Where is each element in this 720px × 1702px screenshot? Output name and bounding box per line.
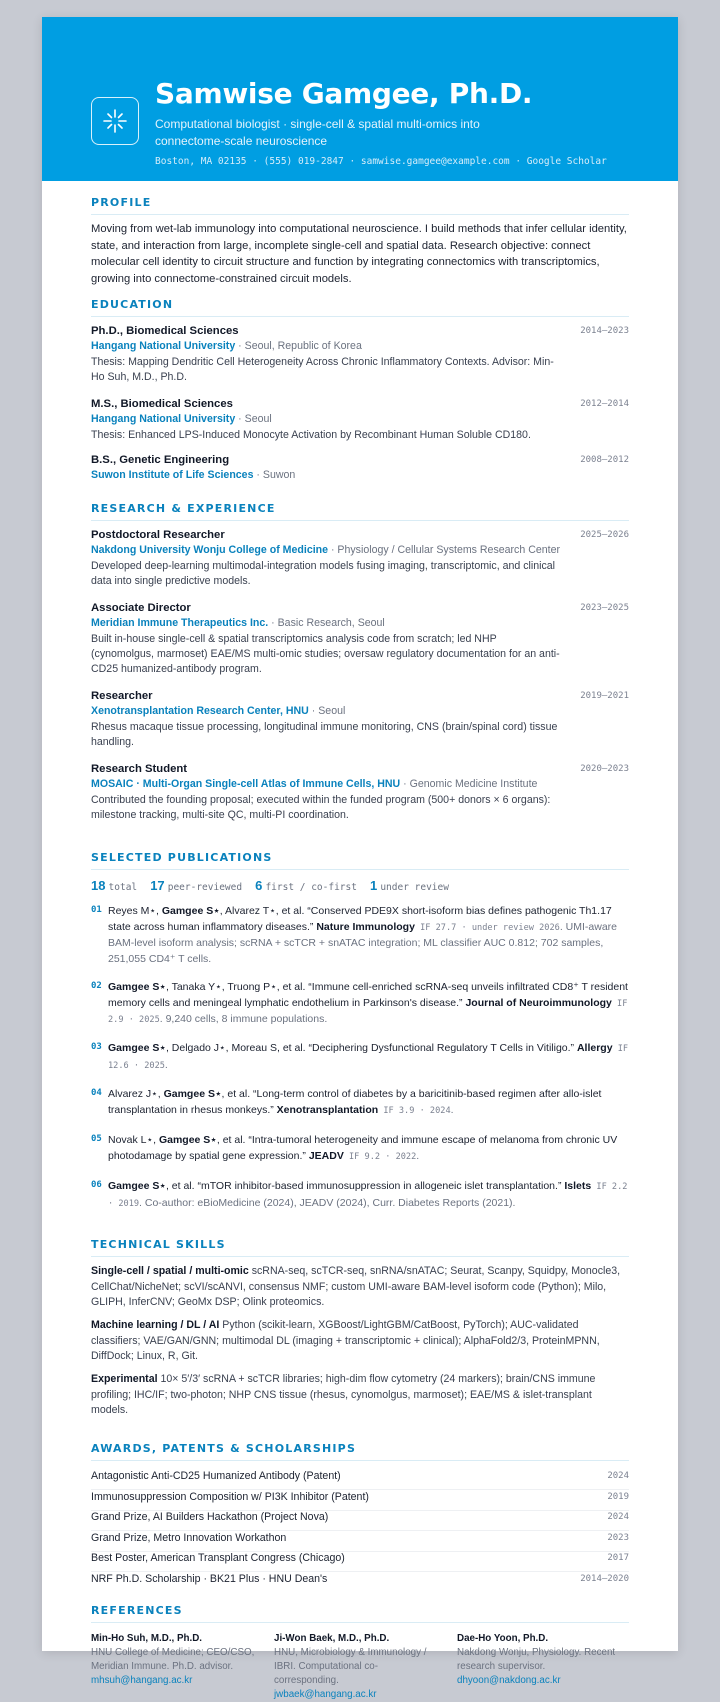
location: · Physiology / Cellular Systems Research Center (328, 544, 560, 556)
section-title-publications: SELECTED PUBLICATIONS (91, 851, 629, 870)
self-author: Gamgee S⋆ (158, 1134, 217, 1146)
impact-factor: IF 3.9 · 2024 (378, 1105, 451, 1116)
stat-number: 18 (91, 878, 106, 893)
publication-number: 06 (91, 1180, 102, 1190)
award-name: Best Poster, American Transplant Congress (Chicago) (91, 1552, 345, 1564)
skill-label: Experimental (91, 1373, 158, 1385)
role-title: Associate Director (91, 602, 191, 614)
skill-text: Python (scikit-learn, XGBoost/LightGBM/CatBoost, PyTorch); AUC-validated classifiers; VAE/GAN/GNN; multimodal DL (imaging + transcriptomic + clinical); AlphaFold2/3, ProteinMPNN, DiffDock; Linux, R, Git. (91, 1319, 600, 1362)
location: · Seoul, Republic of Korea (235, 340, 362, 352)
section-title-awards: AWARDS, PATENTS & SCHOLARSHIPS (91, 1442, 629, 1461)
item-description: Contributed the founding proposal; executed within the funded program (500+ donors × 6 organs): milestone tracking, multi-site QC, multi-PI coordination. (91, 794, 551, 821)
award-year: 2019 (607, 1492, 629, 1502)
location: · Seoul (235, 413, 272, 425)
publication-note: . 9,240 cells, 8 immune populations. (159, 1013, 328, 1025)
authors-and-title: , Alvarez T⋆, et al. “Conserved PDE9X short-isoform bias defines pathogenic Th1.17 state across human inflammatory diseases.” (108, 905, 612, 933)
impact-factor: IF 2.9 · 2025 (108, 998, 628, 1025)
date-range: 2014–2023 (580, 326, 629, 336)
impact-factor: IF 9.2 · 2022 (343, 1151, 417, 1162)
reference-name: Ji-Won Baek, M.D., Ph.D. (274, 1633, 390, 1644)
authors-before: Novak L⋆, (108, 1134, 159, 1146)
award-name: Antagonistic Anti-CD25 Humanized Antibody (Patent) (91, 1470, 341, 1482)
experience-item (91, 529, 629, 589)
organization: Nakdong University Wonju College of Medicine (91, 544, 329, 556)
journal-name: Islets (564, 1180, 592, 1192)
institution: Suwon Institute of Life Sciences (91, 469, 254, 481)
organization: MOSAIC · Multi-Organ Single-cell Atlas of Immune Cells, HNU (91, 778, 401, 790)
publication-note: . Co-author: eBioMedicine (2024), JEADV (2024), Curr. Diabetes Reports (2021). (139, 1196, 516, 1209)
publication-item (91, 1087, 629, 1119)
authors-and-title: , et al. “Long-term control of diabetes by a baricitinib-based regimen after allo-islet transplantation in rhesus monkeys.” (108, 1088, 602, 1116)
experience-item (91, 690, 629, 750)
item-description: Rhesus macaque tissue processing, longitudinal immune monitoring, CNS (brain/spinal cord) tissue handling. (91, 721, 558, 748)
award-name: Immunosuppression Composition w/ PI3K Inhibitor (Patent) (91, 1491, 369, 1503)
experience-item (91, 602, 629, 677)
impact-factor: IF 12.6 · 2025 (108, 1044, 629, 1071)
reference-email-link[interactable]: jwbaek@hangang.ac.kr (274, 1689, 377, 1700)
self-author: Gamgee S⋆ (108, 1180, 166, 1192)
skill-label: Single-cell / spatial / multi-omic (91, 1265, 249, 1277)
item-description: Built in-house single-cell & spatial transcriptomics analysis code from scratch; led NHP (cynomolgus, marmoset) EAE/MS multi-omic studies; oversaw regulatory documentation for an anti-CD25 humanized-antibody program. (91, 633, 560, 675)
organization: Meridian Immune Therapeutics Inc. (91, 617, 269, 629)
publication-item (91, 980, 629, 1029)
self-author: Gamgee S⋆ (163, 1088, 222, 1100)
item-description: Developed deep-learning multimodal-integration models fusing imaging, transcriptomic, and clinical data into single predictive models. (91, 560, 556, 587)
location: · Genomic Medicine Institute (400, 778, 538, 790)
journal-name: JEADV (308, 1149, 344, 1162)
publication-number: 02 (91, 981, 102, 991)
candidate-name: Samwise Gamgee, Ph.D. (155, 77, 533, 110)
degree-title: Ph.D., Biomedical Sciences (91, 325, 239, 337)
authors-and-title: , Delgado J⋆, Moreau S, et al. “Deciphering Dysfunctional Regulatory T Cells in Vitiligo.” (165, 1042, 577, 1054)
reference-name: Dae-Ho Yoon, Ph.D. (457, 1633, 549, 1644)
award-year: 2023 (607, 1533, 629, 1543)
award-year: 2014–2020 (580, 1574, 629, 1584)
degree-title: M.S., Biomedical Sciences (91, 398, 233, 410)
award-row (91, 1532, 629, 1552)
skill-group (91, 1372, 629, 1419)
skill-text: 10× 5′/3′ scRNA + scTCR libraries; high-dim flow cytometry (24 markers); brain/CNS immune profiling; IHC/IF; two-photon; NHP CNS tissue (rhesus, cynomolgus, marmoset); EAE/MS & islet-transplant models. (91, 1373, 596, 1416)
publication-number: 03 (91, 1042, 102, 1052)
education-item (91, 454, 629, 481)
resume-page (42, 17, 678, 1700)
section-title-references: REFERENCES (91, 1604, 629, 1623)
stat-number: 17 (150, 878, 165, 893)
journal-name: Journal of Neuroimmunology (465, 996, 612, 1009)
contact-line: Boston, MA 02135 · (555) 019-2847 · samwise.gamgee@example.com · Google Scholar (155, 156, 607, 167)
stat-label: first / co-first (265, 882, 357, 893)
journal-name: Nature Immunology (316, 920, 415, 933)
self-author: Gamgee S⋆ (108, 1042, 166, 1054)
skill-text: scRNA-seq, scTCR-seq, snRNA/snATAC; Seurat, Scanpy, Squidpy, Monocle3, CellChat/NicheNet; scVI/scANVI, consensus NMF; custom UMI-aware BAM-level isoform code (Python); Milo, GLIPH, InferCNV; GeoMx DSP; Olink proteomics. (91, 1265, 621, 1308)
publication-note: . UMI-aware BAM-level isoform analysis; scRNA + scTCR + snATAC integration; ML classifier AUC 0.812; 702 samples, 251,055 CD4⁺ T cells. (108, 920, 617, 965)
experience-item (91, 763, 629, 823)
reference-description: Nakdong Wonju, Physiology. Recent research supervisor. (457, 1647, 616, 1672)
item-description: Thesis: Mapping Dendritic Cell Heterogeneity Across Chronic Inflammatory Contexts. Advisor: Min-Ho Suh, M.D., Ph.D. (91, 356, 554, 383)
reference-name: Min-Ho Suh, M.D., Ph.D. (91, 1633, 203, 1644)
authors-and-title: , et al. “mTOR inhibitor-based immunosuppression in allogeneic islet transplantation.” (165, 1180, 565, 1192)
authors-and-title: , Tanaka Y⋆, Truong P⋆, et al. “Immune cell-enriched scRNA-seq unveils infiltrated CD8⁺ T resident memory cells and meningeal lymphatic endothelium in Parkinson's disease.” (108, 981, 628, 1009)
stat-number: 1 (370, 878, 378, 893)
date-range: 2023–2025 (580, 603, 629, 613)
self-author: Gamgee S⋆ (161, 905, 220, 917)
date-range: 2008–2012 (580, 455, 629, 465)
reference-description: HNU College of Medicine; CEO/CSO, Meridian Immune. Ph.D. advisor. (91, 1647, 255, 1672)
location: · Seoul (308, 705, 346, 717)
publication-item (91, 1133, 629, 1165)
section-title-experience: RESEARCH & EXPERIENCE (91, 502, 629, 521)
award-name: NRF Ph.D. Scholarship · BK21 Plus · HNU Dean's (91, 1573, 328, 1585)
award-year: 2024 (607, 1471, 629, 1481)
publication-number: 01 (91, 905, 102, 915)
stat-label: total (108, 882, 138, 893)
publication-note: . (416, 1149, 420, 1162)
stat-number: 6 (255, 878, 263, 893)
reference-card (91, 1632, 256, 1688)
stat-label: under review (380, 882, 449, 893)
publication-note: . (164, 1058, 168, 1071)
publication-item (91, 1179, 629, 1212)
education-item (91, 398, 629, 443)
award-row (91, 1573, 629, 1592)
stat-label: peer-reviewed (167, 882, 243, 893)
publication-number: 05 (91, 1134, 102, 1144)
award-name: Grand Prize, Metro Innovation Workathon (91, 1532, 287, 1544)
skill-group (91, 1318, 629, 1365)
candidate-tagline: Computational biologist · single-cell & spatial multi-omics into connectome-scale neuroscience (155, 117, 480, 148)
journal-name: Allergy (576, 1042, 613, 1054)
profile-text: Moving from wet-lab immunology into computational neuroscience. I build methods that infer cellular identity, state, and interaction from large, incomplete single-cell and spatial data. Research objective: connect molecular cell identity to circuit structure and function by integrating connectomics with transcriptomics, growing into connectome-constrained circuit models. (91, 223, 627, 285)
authors-before: Alvarez J⋆, (108, 1088, 164, 1100)
skill-group (91, 1264, 629, 1311)
role-title: Postdoctoral Researcher (91, 529, 225, 541)
reference-card (457, 1632, 622, 1688)
education-item (91, 325, 629, 385)
award-row (91, 1552, 629, 1572)
publication-stats (91, 878, 459, 893)
journal-name: Xenotransplantation (276, 1103, 379, 1116)
date-range: 2012–2014 (580, 399, 629, 409)
resume-header (42, 17, 678, 181)
organization: Xenotransplantation Research Center, HNU (91, 705, 309, 717)
location: · Basic Research, Seoul (268, 617, 385, 629)
reference-email-link[interactable]: mhsuh@hangang.ac.kr (91, 1675, 193, 1686)
reference-email-link[interactable]: dhyoon@nakdong.ac.kr (457, 1675, 561, 1686)
section-title-profile: PROFILE (91, 196, 629, 215)
item-description: Thesis: Enhanced LPS-Induced Monocyte Activation by Recombinant Human Soluble CD180. (91, 429, 531, 441)
publication-item (91, 904, 629, 967)
publication-note: . (450, 1103, 454, 1116)
impact-factor: IF 27.7 · under review 2026 (414, 922, 560, 933)
section-title-education: EDUCATION (91, 298, 629, 317)
skill-label: Machine learning / DL / AI (91, 1319, 220, 1331)
institution: Hangang National University (91, 413, 236, 425)
institution: Hangang National University (91, 340, 236, 352)
publication-number: 04 (91, 1088, 102, 1098)
date-range: 2025–2026 (580, 530, 629, 540)
date-range: 2019–2021 (580, 691, 629, 701)
publication-item (91, 1041, 629, 1074)
authors-and-title: , et al. “Intra-tumoral heterogeneity and immune escape of melanoma from chronic UV photodamage by spatial gene expression.” (108, 1134, 618, 1162)
role-title: Research Student (91, 763, 188, 775)
award-year: 2024 (607, 1512, 629, 1522)
role-title: Researcher (91, 690, 153, 702)
date-range: 2020–2023 (580, 764, 629, 774)
authors-before: Reyes M⋆, (108, 905, 162, 917)
asterisk-icon (91, 97, 139, 145)
award-row (91, 1511, 629, 1531)
award-row (91, 1491, 629, 1511)
reference-description: HNU, Microbiology & Immunology / IBRI. Computational co-corresponding. (274, 1647, 427, 1686)
award-name: Grand Prize, AI Builders Hackathon (Project Nova) (91, 1511, 329, 1523)
degree-title: B.S., Genetic Engineering (91, 454, 230, 466)
award-year: 2017 (607, 1553, 629, 1563)
section-title-skills: TECHNICAL SKILLS (91, 1238, 629, 1257)
impact-factor: IF 2.2 · 2019 (108, 1182, 628, 1209)
reference-card (274, 1632, 439, 1702)
award-row (91, 1470, 629, 1490)
self-author: Gamgee S⋆ (108, 981, 166, 993)
location: · Suwon (253, 469, 296, 481)
